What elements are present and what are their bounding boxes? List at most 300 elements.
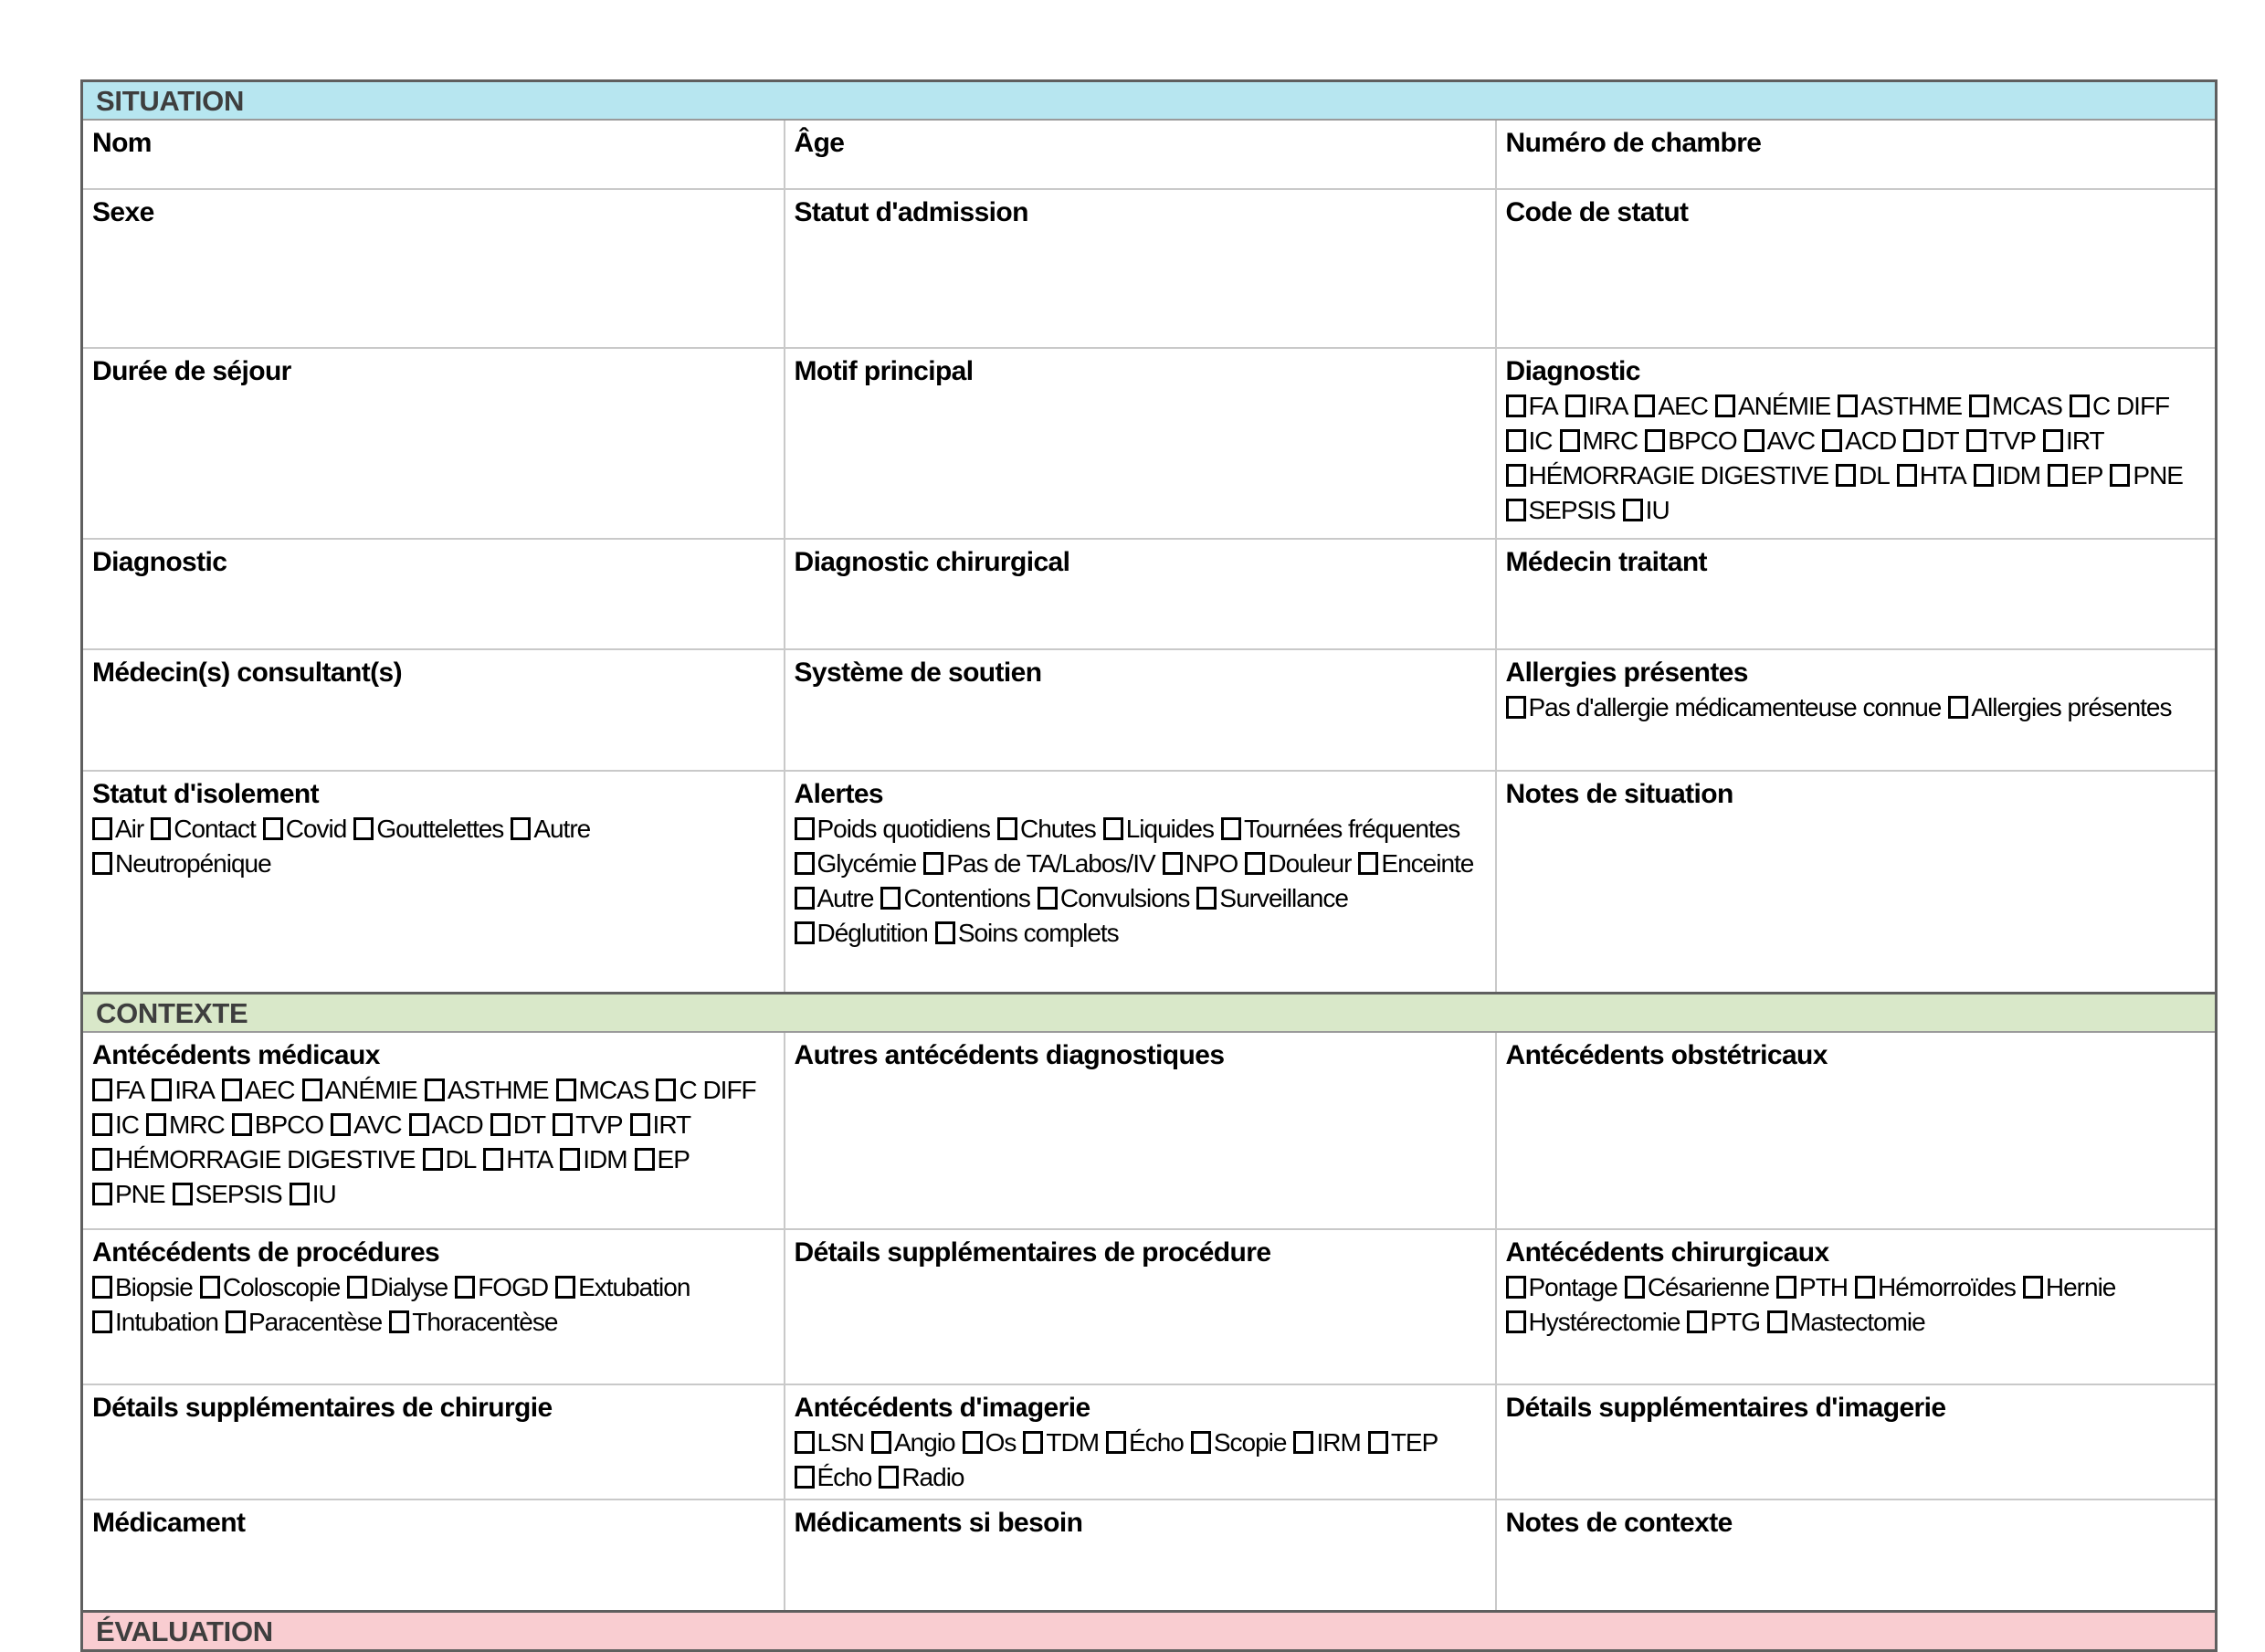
checkbox-option-hernie[interactable]	[2023, 1270, 2115, 1305]
checkbox-icon[interactable]	[151, 817, 171, 840]
checkbox-option-echo[interactable]	[1106, 1426, 1184, 1460]
section-row	[82, 994, 2217, 1033]
checkbox-icon[interactable]	[1245, 852, 1265, 875]
checkbox-icon[interactable]	[795, 1431, 815, 1454]
checkbox-icon[interactable]	[302, 1079, 322, 1101]
checkbox-label: Déglutition	[816, 919, 928, 947]
checkbox-icon[interactable]	[795, 852, 815, 875]
checkbox-option-soins-complets[interactable]	[935, 916, 1119, 951]
checkbox-icon[interactable]	[92, 1079, 112, 1101]
sbar-table-body	[82, 81, 2217, 1651]
checkbox-label: AVC	[353, 1110, 402, 1139]
checkbox-option-angio[interactable]	[871, 1426, 955, 1460]
checkbox-icon[interactable]	[871, 1431, 891, 1454]
checkbox-option-hta[interactable]	[1897, 458, 1966, 493]
form-row	[82, 1032, 2217, 1229]
form-cell-medecin-traitant	[1496, 539, 2217, 649]
checkbox-option-mrc[interactable]	[146, 1108, 225, 1142]
checkbox-icon[interactable]	[2043, 429, 2063, 452]
checkbox-icon[interactable]	[409, 1113, 429, 1136]
checkbox-option-idm[interactable]	[560, 1142, 627, 1177]
cell-label: Antécédents obstétricaux	[1505, 1040, 1828, 1070]
checkbox-label: IDM	[1996, 461, 2041, 489]
form-cell-details-supplementaires-de-procedure	[785, 1229, 1496, 1384]
checkbox-option-pontage[interactable]	[1506, 1270, 1617, 1305]
checkbox-label: Glycémie	[816, 849, 917, 878]
checkbox-option-ira[interactable]	[1565, 389, 1628, 424]
checkbox-label: ACD	[431, 1110, 483, 1139]
cell-label: Médicaments si besoin	[794, 1508, 1083, 1538]
checkbox-icon[interactable]	[1506, 499, 1526, 521]
checkbox-icon[interactable]	[997, 817, 1017, 840]
form-cell-notes-de-contexte	[1496, 1499, 2217, 1612]
checkbox-label: Pas de TA/Labos/IV	[946, 849, 1155, 878]
checkbox-icon[interactable]	[879, 1466, 899, 1489]
checkbox-option-pth[interactable]	[1776, 1270, 1848, 1305]
checkbox-label: Neutropénique	[115, 849, 271, 878]
checkbox-icon[interactable]	[1645, 429, 1665, 452]
checkbox-icon[interactable]	[1368, 1431, 1388, 1454]
checkbox-option-chutes[interactable]	[997, 812, 1096, 847]
checkbox-icon[interactable]	[1163, 852, 1183, 875]
checkbox-icon[interactable]	[423, 1148, 443, 1171]
form-row	[82, 1499, 2217, 1612]
checkbox-option-convulsions[interactable]	[1038, 881, 1190, 916]
checkbox-label: TVP	[1988, 426, 2037, 455]
checkbox-icon[interactable]	[226, 1310, 246, 1333]
checkbox-icon[interactable]	[1560, 429, 1580, 452]
checkbox-option-neutropenique[interactable]	[92, 847, 271, 881]
checkbox-option-tep[interactable]	[1368, 1426, 1438, 1460]
form-cell-details-supplementaires-d-imagerie	[1496, 1384, 2217, 1499]
checkbox-label: Enceinte	[1381, 849, 1474, 878]
checkbox-label: NPO	[1185, 849, 1238, 878]
checkbox-option-glycemie[interactable]	[795, 847, 917, 881]
checkbox-option-pne[interactable]	[2110, 458, 2183, 493]
checkbox-option-surveillance[interactable]	[1196, 881, 1348, 916]
checkbox-option-ic[interactable]	[92, 1108, 139, 1142]
checkbox-icon[interactable]	[1966, 429, 1986, 452]
checkbox-label: TEP	[1390, 1428, 1438, 1457]
checkbox-icon[interactable]	[1822, 429, 1842, 452]
checkbox-option-ptg[interactable]	[1687, 1305, 1760, 1340]
checkbox-icon[interactable]	[556, 1079, 576, 1101]
checkbox-option-aec[interactable]	[222, 1073, 295, 1108]
checkbox-option-bpco[interactable]	[1645, 424, 1736, 458]
checkbox-label: Covid	[285, 815, 347, 843]
checkbox-option-sepsis[interactable]	[1506, 493, 1616, 528]
cell-label: Durée de séjour	[92, 356, 291, 386]
checkbox-icon[interactable]	[92, 1113, 112, 1136]
checkbox-icon[interactable]	[560, 1148, 580, 1171]
checkbox-label: HÉMORRAGIE DIGESTIVE	[1528, 461, 1828, 489]
checkbox-option-fogd[interactable]	[455, 1270, 548, 1305]
checkbox-label: DL	[1859, 461, 1890, 489]
checkbox-icon[interactable]	[263, 817, 283, 840]
checkbox-label: IC	[115, 1110, 139, 1139]
checkbox-icon[interactable]	[146, 1113, 166, 1136]
checkbox-option-autre[interactable]	[795, 881, 874, 916]
form-cell-antecedents-medicaux	[82, 1032, 785, 1229]
checkbox-icon[interactable]	[1191, 1431, 1211, 1454]
checkbox-option-fa[interactable]	[92, 1073, 144, 1108]
checkbox-option-allergies-presentes[interactable]	[1948, 690, 2171, 725]
sbar-form-sheet	[80, 79, 2215, 1652]
checkbox-option-hysterectomie[interactable]	[1506, 1305, 1680, 1340]
checkbox-label: MCAS	[1992, 392, 2062, 420]
checkbox-label: IRT	[2066, 426, 2104, 455]
form-row	[82, 539, 2217, 649]
checkbox-icon[interactable]	[347, 1276, 367, 1299]
checkbox-icon[interactable]	[1903, 429, 1923, 452]
checkbox-option-acd[interactable]	[409, 1108, 483, 1142]
checkbox-option-mcas[interactable]	[1969, 389, 2062, 424]
checkbox-option-iu[interactable]	[1623, 493, 1670, 528]
checkbox-icon[interactable]	[1767, 1310, 1787, 1333]
form-cell-nom	[82, 120, 785, 189]
checkbox-option-asthme[interactable]	[425, 1073, 549, 1108]
checkbox-icon[interactable]	[1506, 696, 1526, 719]
checkbox-icon[interactable]	[553, 1113, 573, 1136]
checkbox-icon[interactable]	[1623, 499, 1643, 521]
checkbox-option-mastectomie[interactable]	[1767, 1305, 1925, 1340]
checkbox-icon[interactable]	[1038, 887, 1058, 910]
checkbox-icon[interactable]	[1635, 395, 1655, 417]
checkbox-option-mrc[interactable]	[1560, 424, 1638, 458]
checkbox-option-pne[interactable]	[92, 1177, 165, 1212]
checkbox-label: Gouttelettes	[376, 815, 504, 843]
checkbox-option-anemie[interactable]	[302, 1073, 417, 1108]
checkbox-label: Mastectomie	[1790, 1308, 1925, 1336]
checkbox-label: ANÉMIE	[324, 1076, 417, 1104]
checkbox-label: Hystérectomie	[1528, 1308, 1680, 1336]
checkbox-option-douleur[interactable]	[1245, 847, 1351, 881]
checkbox-icon[interactable]	[511, 817, 531, 840]
checkbox-label: ANÉMIE	[1738, 392, 1831, 420]
checkbox-icon[interactable]	[1715, 395, 1735, 417]
checkbox-icon[interactable]	[880, 887, 901, 910]
checkbox-label: Césarienne	[1647, 1273, 1770, 1301]
checkbox-icon[interactable]	[1506, 429, 1526, 452]
checkbox-icon[interactable]	[1687, 1310, 1707, 1333]
checkbox-option-pas-d-allergie-medicamenteuse-connue[interactable]	[1506, 690, 1942, 725]
checkbox-icon[interactable]	[200, 1276, 220, 1299]
checkbox-option-paracentese[interactable]	[226, 1305, 382, 1340]
checkbox-icon[interactable]	[1506, 395, 1526, 417]
checkbox-option-tvp[interactable]	[553, 1108, 622, 1142]
checkbox-icon[interactable]	[2070, 395, 2090, 417]
checkbox-icon[interactable]	[1106, 1431, 1126, 1454]
checkbox-label: DT	[512, 1110, 546, 1139]
cell-label: Motif principal	[794, 356, 974, 386]
checkbox-option-irt[interactable]	[630, 1108, 691, 1142]
checkbox-option-npo[interactable]	[1163, 847, 1238, 881]
checkbox-group	[1506, 690, 2207, 725]
checkbox-icon[interactable]	[1776, 1276, 1796, 1299]
checkbox-label: ASTHME	[1860, 392, 1963, 420]
checkbox-option-thoracentese[interactable]	[389, 1305, 557, 1340]
checkbox-label: Douleur	[1268, 849, 1352, 878]
checkbox-icon[interactable]	[1974, 464, 1994, 487]
form-row	[82, 348, 2217, 539]
checkbox-option-hemorragie-digestive[interactable]	[1506, 458, 1829, 493]
checkbox-label: Soins complets	[957, 919, 1119, 947]
checkbox-label: Surveillance	[1219, 884, 1348, 912]
checkbox-icon[interactable]	[92, 817, 112, 840]
checkbox-label: PNE	[2133, 461, 2183, 489]
checkbox-option-asthme[interactable]	[1838, 389, 1962, 424]
checkbox-icon[interactable]	[92, 1276, 112, 1299]
checkbox-icon[interactable]	[1103, 817, 1123, 840]
cell-label: Antécédents médicaux	[92, 1040, 380, 1070]
checkbox-label: Écho	[1129, 1428, 1184, 1457]
checkbox-option-autre[interactable]	[511, 812, 590, 847]
checkbox-icon[interactable]	[635, 1148, 655, 1171]
checkbox-option-tournees-frequentes[interactable]	[1221, 812, 1459, 847]
checkbox-group	[795, 1426, 1486, 1495]
checkbox-icon[interactable]	[425, 1079, 445, 1101]
checkbox-icon[interactable]	[222, 1079, 242, 1101]
checkbox-icon[interactable]	[1358, 852, 1378, 875]
checkbox-icon[interactable]	[92, 1183, 112, 1205]
checkbox-option-irm[interactable]	[1293, 1426, 1360, 1460]
checkbox-icon[interactable]	[1948, 696, 1968, 719]
checkbox-label: Biopsie	[115, 1273, 193, 1301]
cell-label: Diagnostic	[92, 547, 227, 577]
checkbox-option-sepsis[interactable]	[173, 1177, 282, 1212]
checkbox-option-tdm[interactable]	[1023, 1426, 1099, 1460]
checkbox-group	[92, 1073, 774, 1212]
cell-label: Statut d'admission	[794, 197, 1028, 227]
checkbox-icon[interactable]	[92, 1148, 112, 1171]
checkbox-label: IRM	[1316, 1428, 1361, 1457]
cell-label: Antécédents d'imagerie	[794, 1393, 1090, 1423]
checkbox-icon[interactable]	[1221, 817, 1241, 840]
checkbox-label: IRA	[174, 1076, 215, 1104]
checkbox-option-dialyse[interactable]	[347, 1270, 448, 1305]
checkbox-option-ep[interactable]	[635, 1142, 690, 1177]
checkbox-option-echo[interactable]	[795, 1460, 872, 1495]
checkbox-icon[interactable]	[555, 1276, 575, 1299]
checkbox-option-os[interactable]	[963, 1426, 1017, 1460]
checkbox-label: Allergies présentes	[1971, 693, 2172, 721]
checkbox-option-cesarienne[interactable]	[1625, 1270, 1769, 1305]
checkbox-option-iu[interactable]	[290, 1177, 336, 1212]
checkbox-label: BPCO	[1668, 426, 1737, 455]
checkbox-icon[interactable]	[923, 852, 943, 875]
checkbox-icon[interactable]	[795, 887, 815, 910]
checkbox-option-extubation[interactable]	[555, 1270, 690, 1305]
checkbox-option-contentions[interactable]	[880, 881, 1029, 916]
checkbox-option-hemorragie-digestive[interactable]	[92, 1142, 416, 1177]
checkbox-icon[interactable]	[963, 1431, 983, 1454]
checkbox-icon[interactable]	[2048, 464, 2068, 487]
checkbox-option-idm[interactable]	[1974, 458, 2040, 493]
checkbox-icon[interactable]	[795, 817, 815, 840]
cell-label: Code de statut	[1505, 197, 1689, 227]
checkbox-icon[interactable]	[92, 852, 112, 875]
checkbox-icon[interactable]	[935, 921, 955, 944]
form-cell-autres-antecedents-diagnostiques	[785, 1032, 1496, 1229]
checkbox-option-tvp[interactable]	[1966, 424, 2036, 458]
checkbox-option-hemorroides[interactable]	[1855, 1270, 2016, 1305]
cell-label: Alertes	[794, 779, 884, 809]
checkbox-option-coloscopie[interactable]	[200, 1270, 341, 1305]
form-cell-statut-d-isolement	[82, 771, 785, 994]
checkbox-icon[interactable]	[2023, 1276, 2043, 1299]
checkbox-icon[interactable]	[290, 1183, 310, 1205]
checkbox-option-dt[interactable]	[1903, 424, 1958, 458]
checkbox-label: AEC	[244, 1076, 295, 1104]
checkbox-icon[interactable]	[353, 817, 374, 840]
cell-label: Sexe	[92, 197, 154, 227]
checkbox-icon[interactable]	[389, 1310, 409, 1333]
checkbox-option-dl[interactable]	[423, 1142, 477, 1177]
checkbox-option-c-diff[interactable]	[2070, 389, 2169, 424]
form-row	[82, 771, 2217, 994]
checkbox-icon[interactable]	[1293, 1431, 1313, 1454]
checkbox-label: Autre	[533, 815, 591, 843]
checkbox-icon[interactable]	[656, 1079, 676, 1101]
checkbox-option-anemie[interactable]	[1715, 389, 1830, 424]
checkbox-label: Chutes	[1019, 815, 1096, 843]
checkbox-option-ep[interactable]	[2048, 458, 2102, 493]
checkbox-label: Convulsions	[1059, 884, 1190, 912]
checkbox-option-hta[interactable]	[483, 1142, 553, 1177]
checkbox-option-avc[interactable]	[331, 1108, 402, 1142]
checkbox-option-liquides[interactable]	[1103, 812, 1214, 847]
checkbox-option-covid[interactable]	[263, 812, 347, 847]
checkbox-label: Pontage	[1528, 1273, 1617, 1301]
checkbox-icon[interactable]	[2110, 464, 2130, 487]
checkbox-icon[interactable]	[483, 1148, 503, 1171]
cell-label: Médicament	[92, 1508, 246, 1538]
checkbox-icon[interactable]	[490, 1113, 511, 1136]
cell-label: Système de soutien	[794, 658, 1042, 688]
form-cell-details-supplementaires-de-chirurgie	[82, 1384, 785, 1499]
checkbox-option-deglutition[interactable]	[795, 916, 928, 951]
checkbox-label: PTH	[1799, 1273, 1849, 1301]
checkbox-icon[interactable]	[1506, 464, 1526, 487]
checkbox-icon[interactable]	[1969, 395, 1989, 417]
checkbox-icon[interactable]	[1196, 887, 1217, 910]
checkbox-option-c-diff[interactable]	[656, 1073, 755, 1108]
checkbox-option-avc[interactable]	[1744, 424, 1816, 458]
checkbox-option-dt[interactable]	[490, 1108, 545, 1142]
checkbox-option-contact[interactable]	[151, 812, 256, 847]
checkbox-icon[interactable]	[173, 1183, 193, 1205]
checkbox-option-fa[interactable]	[1506, 389, 1558, 424]
checkbox-option-intubation[interactable]	[92, 1305, 218, 1340]
checkbox-icon[interactable]	[331, 1113, 351, 1136]
checkbox-label: Pas d'allergie médicamenteuse connue	[1528, 693, 1942, 721]
form-cell-antecedents-de-procedures	[82, 1229, 785, 1384]
checkbox-option-air[interactable]	[92, 812, 143, 847]
checkbox-option-acd[interactable]	[1822, 424, 1896, 458]
form-cell-systeme-de-soutien	[785, 649, 1496, 771]
checkbox-icon[interactable]	[455, 1276, 475, 1299]
checkbox-option-radio[interactable]	[879, 1460, 964, 1495]
checkbox-icon[interactable]	[1506, 1276, 1526, 1299]
checkbox-icon[interactable]	[232, 1113, 252, 1136]
checkbox-icon[interactable]	[1744, 429, 1765, 452]
cell-label: Médecin traitant	[1505, 547, 1707, 577]
checkbox-icon[interactable]	[1506, 1310, 1526, 1333]
form-row	[82, 649, 2217, 771]
checkbox-label: Poids quotidiens	[816, 815, 990, 843]
checkbox-option-scopie[interactable]	[1191, 1426, 1287, 1460]
form-cell-allergies-presentes	[1496, 649, 2217, 771]
section-header-contexte: CONTEXTE	[82, 994, 2217, 1033]
form-cell-antecedents-chirurgicaux	[1496, 1229, 2217, 1384]
form-cell-code-de-statut	[1496, 189, 2217, 348]
checkbox-option-gouttelettes[interactable]	[353, 812, 503, 847]
form-cell-antecedents-d-imagerie	[785, 1384, 1496, 1499]
cell-label: Antécédents de procédures	[92, 1237, 440, 1268]
cell-label: Antécédents chirurgicaux	[1505, 1237, 1829, 1268]
cell-label: Statut d'isolement	[92, 779, 320, 809]
checkbox-option-enceinte[interactable]	[1358, 847, 1473, 881]
checkbox-option-irt[interactable]	[2043, 424, 2104, 458]
checkbox-label: AVC	[1766, 426, 1816, 455]
checkbox-option-ic[interactable]	[1506, 424, 1553, 458]
checkbox-icon[interactable]	[1838, 395, 1858, 417]
form-cell-notes-de-situation	[1496, 771, 2217, 994]
checkbox-label: Hernie	[2045, 1273, 2116, 1301]
checkbox-option-bpco[interactable]	[232, 1108, 323, 1142]
checkbox-icon[interactable]	[795, 1466, 815, 1489]
checkbox-label: PTG	[1710, 1308, 1760, 1336]
checkbox-label: HTA	[1919, 461, 1966, 489]
checkbox-icon[interactable]	[1023, 1431, 1043, 1454]
checkbox-label: MCAS	[578, 1076, 649, 1104]
checkbox-label: EP	[2070, 461, 2103, 489]
checkbox-option-dl[interactable]	[1836, 458, 1890, 493]
checkbox-label: AEC	[1658, 392, 1708, 420]
checkbox-icon[interactable]	[92, 1310, 112, 1333]
checkbox-label: Extubation	[578, 1273, 690, 1301]
checkbox-label: EP	[657, 1145, 690, 1173]
checkbox-icon[interactable]	[1836, 464, 1856, 487]
checkbox-option-pas-de-ta-labos-iv[interactable]	[923, 847, 1154, 881]
checkbox-icon[interactable]	[1897, 464, 1917, 487]
checkbox-icon[interactable]	[795, 921, 815, 944]
checkbox-label: PNE	[115, 1180, 165, 1208]
section-header-situation: SITUATION	[82, 81, 2217, 121]
checkbox-option-biopsie[interactable]	[92, 1270, 193, 1305]
checkbox-group	[92, 812, 774, 881]
checkbox-option-poids-quotidiens[interactable]	[795, 812, 990, 847]
checkbox-option-ira[interactable]	[152, 1073, 215, 1108]
form-cell-duree-de-sejour	[82, 348, 785, 539]
checkbox-label: IRA	[1587, 392, 1628, 420]
checkbox-icon[interactable]	[630, 1113, 650, 1136]
checkbox-label: IU	[1645, 496, 1670, 524]
cell-label: Médecin(s) consultant(s)	[92, 658, 402, 688]
checkbox-icon[interactable]	[1565, 395, 1586, 417]
checkbox-option-lsn[interactable]	[795, 1426, 864, 1460]
checkbox-icon[interactable]	[152, 1079, 172, 1101]
checkbox-label: Coloscopie	[222, 1273, 341, 1301]
cell-label: Autres antécédents diagnostiques	[794, 1040, 1225, 1070]
checkbox-option-mcas[interactable]	[556, 1073, 649, 1108]
checkbox-icon[interactable]	[1625, 1276, 1645, 1299]
checkbox-label: C DIFF	[2091, 392, 2170, 420]
checkbox-label: MRC	[1582, 426, 1638, 455]
checkbox-label: HTA	[506, 1145, 553, 1173]
checkbox-option-aec[interactable]	[1635, 389, 1708, 424]
checkbox-icon[interactable]	[1855, 1276, 1875, 1299]
